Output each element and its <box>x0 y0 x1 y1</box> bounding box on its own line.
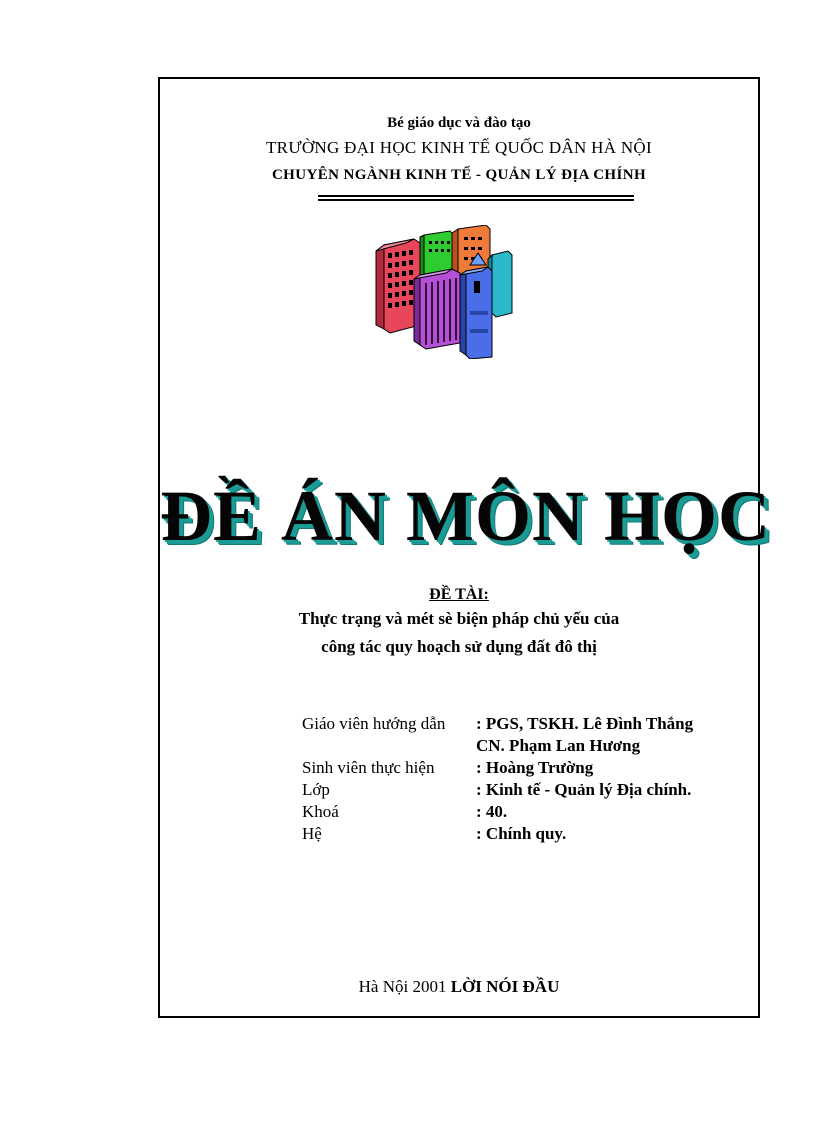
main-title: ĐỀ ÁN MÔN HỌC <box>160 476 771 556</box>
footer-preface: LỜI NÓI ĐẦU <box>450 977 560 996</box>
university-name: TRƯỜNG ĐẠI HỌC KINH TẾ QUỐC DÂN HÀ NỘI <box>266 138 652 157</box>
footer <box>160 977 758 997</box>
info-label: Sinh viên thực hiện <box>302 758 435 777</box>
topic-label: ĐỀ TÀI: <box>429 586 489 603</box>
info-value: : Kinh tế - Quản lý Địa chính. <box>476 780 692 799</box>
divider-line-bottom <box>318 199 634 201</box>
topic-line-2: công tác quy hoạch sử dụng đất đô thị <box>321 637 597 656</box>
buildings-clipart-icon <box>374 225 524 359</box>
document-frame <box>158 77 771 1018</box>
info-value: CN. Phạm Lan Hương <box>476 736 641 755</box>
major-name: CHUYÊN NGÀNH KINH TẾ - QUẢN LÝ ĐỊA CHÍNH <box>271 167 647 183</box>
info-label: Giáo viên hướng dẫn <box>302 714 446 733</box>
info-value: : PGS, TSKH. Lê Đình Thắng <box>476 714 694 733</box>
footer-place-year: Hà Nội 2001 <box>358 977 447 996</box>
info-label: Lớp <box>302 780 330 799</box>
info-value: : 40. <box>476 802 508 821</box>
info-label: Hệ <box>302 824 322 843</box>
divider-line-top <box>318 195 634 197</box>
info-value: : Hoàng Trường <box>476 758 594 777</box>
info-value: : Chính quy. <box>476 824 567 843</box>
info-label: Khoá <box>302 802 339 821</box>
ministry-name: Bé giáo dục và đào tạo <box>387 115 531 131</box>
topic-line-1: Thực trạng và mét sè biện pháp chủ yếu của <box>298 609 620 628</box>
